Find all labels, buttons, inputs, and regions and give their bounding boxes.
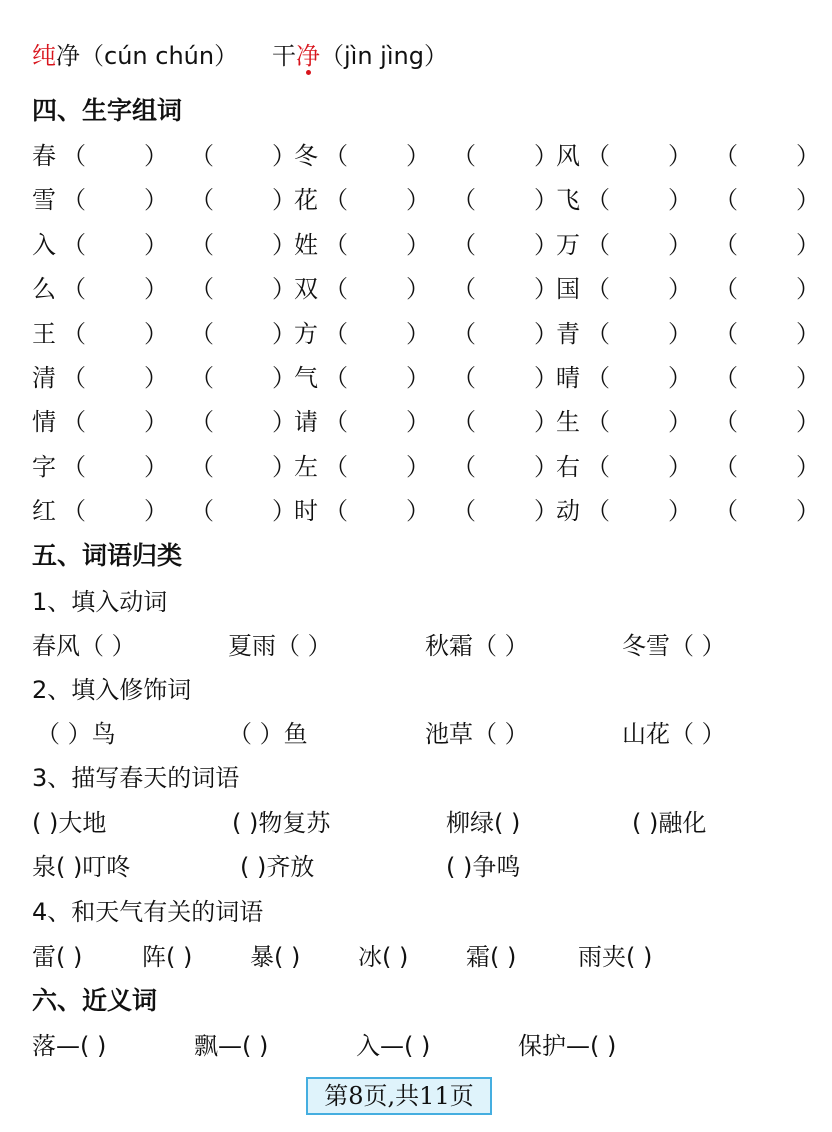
sub-4-title: 4、和天气有关的词语 bbox=[32, 898, 264, 926]
verb-blank-item: 冬雪（ ） bbox=[622, 632, 726, 660]
character: 么 bbox=[32, 275, 56, 304]
character: 飞 bbox=[556, 186, 580, 215]
character: 花 bbox=[294, 186, 318, 215]
word-group-item bbox=[294, 451, 558, 483]
character: 红 bbox=[32, 497, 56, 526]
word-group-item bbox=[294, 140, 558, 172]
character: 生 bbox=[556, 408, 580, 437]
blank-pair: （ ） （ ） bbox=[62, 497, 296, 526]
blank-pair: （ ） （ ） bbox=[324, 275, 558, 304]
weather-word-item: 阵( ) bbox=[142, 943, 193, 971]
character: 左 bbox=[294, 452, 318, 481]
modifier-blank-item: 池草（ ） bbox=[425, 720, 529, 748]
character: 春 bbox=[32, 142, 56, 170]
blank-pair: （ ） （ ） bbox=[324, 452, 558, 481]
weather-word-item: 雨夹( ) bbox=[578, 943, 653, 971]
word-group-item bbox=[294, 229, 558, 261]
character: 国 bbox=[556, 275, 580, 304]
synonym-item: 飘—( ) bbox=[194, 1032, 269, 1060]
verb-blank-item: 夏雨（ ） bbox=[228, 632, 332, 660]
blank-pair: （ ） （ ） bbox=[62, 186, 296, 215]
character: 雪 bbox=[32, 186, 56, 215]
verb-blank-item: 秋霜（ ） bbox=[425, 632, 529, 660]
word-group-item bbox=[556, 184, 820, 216]
word-group-item bbox=[294, 273, 558, 305]
synonym-item: 入—( ) bbox=[356, 1032, 431, 1060]
character: 请 bbox=[294, 408, 318, 437]
word-group-item bbox=[294, 318, 558, 350]
blank-pair: （ ） （ ） bbox=[62, 230, 296, 259]
character: 动 bbox=[556, 497, 580, 526]
blank-pair: （ ） （ ） bbox=[586, 452, 820, 481]
blank-pair: （ ） （ ） bbox=[586, 230, 820, 259]
page-number-badge: 第8页,共11页 bbox=[306, 1077, 492, 1115]
word-group-item bbox=[32, 229, 296, 261]
section-5-title: 五、词语归类 bbox=[32, 541, 183, 570]
word-group-item bbox=[556, 229, 820, 261]
spring-word-item: ( )齐放 bbox=[240, 853, 315, 881]
highlight-char: 净 bbox=[296, 42, 320, 70]
blank-pair: （ ） （ ） bbox=[586, 186, 820, 215]
spring-word-item: ( )大地 bbox=[32, 809, 107, 837]
blank-pair: （ ） （ ） bbox=[62, 452, 296, 481]
blank-pair: （ ） （ ） bbox=[586, 364, 820, 392]
word-group-item bbox=[32, 318, 296, 350]
spring-word-item: 泉( )叮咚 bbox=[32, 853, 131, 881]
blank-pair: （ ） （ ） bbox=[62, 142, 296, 170]
word-group-item bbox=[294, 184, 558, 216]
word-group-item bbox=[556, 495, 820, 527]
blank-pair: （ ） （ ） bbox=[586, 319, 820, 348]
word-group-item bbox=[32, 451, 296, 483]
modifier-blank-item: （ ）鱼 bbox=[228, 720, 308, 748]
blank-pair: （ ） （ ） bbox=[324, 319, 558, 348]
weather-word-item: 暴( ) bbox=[250, 943, 301, 971]
character: 清 bbox=[32, 364, 56, 392]
blank-pair: （ ） （ ） bbox=[324, 364, 558, 392]
character: 冬 bbox=[294, 142, 318, 170]
word-group-item bbox=[556, 318, 820, 350]
sub-1-title: 1、填入动词 bbox=[32, 588, 168, 616]
blank-pair: （ ） （ ） bbox=[62, 408, 296, 437]
word-group-item bbox=[294, 406, 558, 438]
blank-pair: （ ） （ ） bbox=[586, 142, 820, 170]
character: 入 bbox=[32, 230, 56, 259]
character: 王 bbox=[32, 319, 56, 348]
character: 右 bbox=[556, 452, 580, 481]
pinyin-item-2: 干净（jìn jìng） bbox=[272, 42, 448, 70]
character: 风 bbox=[556, 142, 580, 170]
blank-pair: （ ） （ ） bbox=[324, 497, 558, 526]
sub-2-title: 2、填入修饰词 bbox=[32, 676, 192, 704]
character: 青 bbox=[556, 319, 580, 348]
word-group-item bbox=[32, 273, 296, 305]
word-group-item bbox=[556, 362, 820, 394]
blank-pair: （ ） （ ） bbox=[324, 186, 558, 215]
blank-pair: （ ） （ ） bbox=[586, 497, 820, 526]
word-group-item bbox=[32, 406, 296, 438]
sub-3-title: 3、描写春天的词语 bbox=[32, 764, 240, 792]
word-group-item bbox=[556, 140, 820, 172]
word-group-item bbox=[556, 451, 820, 483]
blank-pair: （ ） （ ） bbox=[62, 319, 296, 348]
character: 晴 bbox=[556, 364, 580, 392]
blank-pair: （ ） （ ） bbox=[324, 408, 558, 437]
word-group-item bbox=[32, 184, 296, 216]
weather-word-item: 霜( ) bbox=[466, 943, 517, 971]
blank-pair: （ ） （ ） bbox=[62, 364, 296, 392]
character: 万 bbox=[556, 230, 580, 259]
blank-pair: （ ） （ ） bbox=[586, 408, 820, 437]
section-6-title: 六、近义词 bbox=[32, 986, 158, 1015]
blank-pair: （ ） （ ） bbox=[324, 230, 558, 259]
spring-word-item: ( )争鸣 bbox=[446, 853, 521, 881]
word-group-item bbox=[294, 495, 558, 527]
modifier-blank-item: 山花（ ） bbox=[622, 720, 726, 748]
character: 双 bbox=[294, 275, 318, 304]
blank-pair: （ ） （ ） bbox=[62, 275, 296, 304]
synonym-item: 保护—( ) bbox=[518, 1032, 617, 1060]
weather-word-item: 雷( ) bbox=[32, 943, 83, 971]
verb-blank-item: 春风（ ） bbox=[32, 632, 136, 660]
word-group-item bbox=[556, 273, 820, 305]
character: 方 bbox=[294, 319, 318, 348]
weather-word-item: 冰( ) bbox=[358, 943, 409, 971]
section-4-title: 四、生字组词 bbox=[32, 96, 183, 125]
word-group-item bbox=[32, 140, 296, 172]
word-group-item bbox=[294, 362, 558, 394]
highlight-char: 纯 bbox=[32, 42, 56, 70]
spring-word-item: ( )物复苏 bbox=[232, 809, 331, 837]
spring-word-item: ( )融化 bbox=[632, 809, 707, 837]
character: 姓 bbox=[294, 230, 318, 259]
pinyin-item-1: 纯净（cún chún） bbox=[32, 42, 239, 70]
blank-pair: （ ） （ ） bbox=[586, 275, 820, 304]
synonym-item: 落—( ) bbox=[32, 1032, 107, 1060]
character: 时 bbox=[294, 497, 318, 526]
character: 气 bbox=[294, 364, 318, 392]
word-group-item bbox=[556, 406, 820, 438]
spring-word-item: 柳绿( ) bbox=[446, 809, 521, 837]
modifier-blank-item: （ ）鸟 bbox=[36, 720, 116, 748]
character: 字 bbox=[32, 452, 56, 481]
character: 情 bbox=[32, 408, 56, 437]
word-group-item bbox=[32, 495, 296, 527]
blank-pair: （ ） （ ） bbox=[324, 142, 558, 170]
word-group-item bbox=[32, 362, 296, 394]
